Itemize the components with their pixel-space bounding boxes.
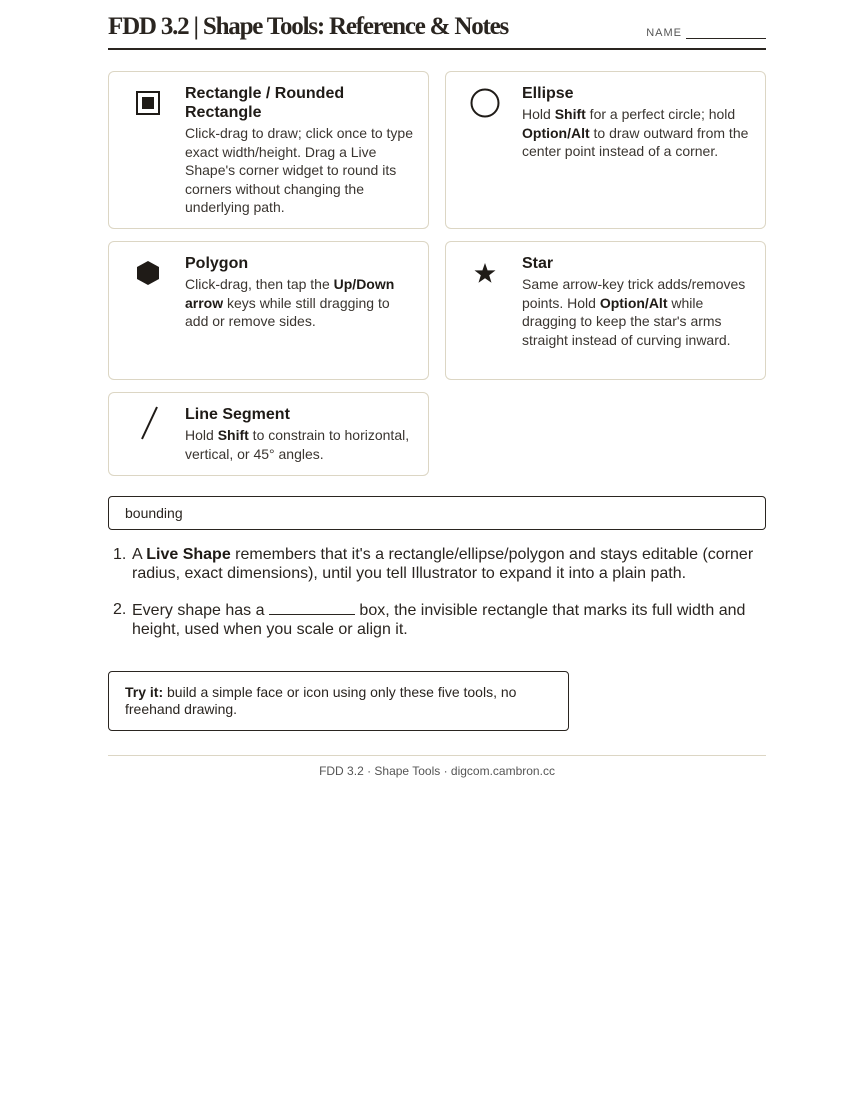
name-field[interactable] [646,27,766,39]
question-item [113,546,762,583]
question-text: Every shape has a box, the invisible rectangle that marks its full width and height, used when you scale or align it. [132,602,746,638]
rectangle-icon [133,88,163,118]
try-it-label: Try it: [125,684,164,700]
page-header [108,10,766,50]
try-it-text: build a simple face or icon using only these five tools, no freehand drawing. [125,684,517,717]
tool-title: Rectangle / Rounded Rectangle [185,85,345,121]
star-icon [470,258,500,288]
tool-description: Same arrow-key trick adds/removes points. Hold Option/Alt while dragging to keep the star's arms straight instead of curving inward. [522,276,746,348]
tool-title: Polygon [185,255,249,272]
emphasis-text: Up/Down arrow [185,276,395,311]
footer-divider [108,755,766,756]
tool-title: Star [522,255,554,272]
line-segment-icon [133,405,163,441]
hexagon-icon [133,258,163,288]
emphasis-text: Live Shape [146,546,231,563]
answer-input[interactable]: bounding [108,496,766,530]
emphasis-text: Shift [217,427,249,443]
emphasis-text: Option/Alt [522,124,590,141]
emphasis-text: Shift [554,106,586,122]
page-footer: FDD 3.2 · Shape Tools · digcom.cambron.cc [319,764,555,778]
tool-card-star [445,241,766,380]
fill-in-blank[interactable] [269,601,355,615]
try-it-box [108,671,569,731]
tool-card-rectangle [108,71,429,229]
ellipse-icon [470,88,500,118]
tool-title: Ellipse [522,85,574,102]
page-title: FDD 3.2 | Shape Tools: Reference & Notes [108,13,509,40]
tool-title: Line Segment [185,406,290,423]
question-text: A Live Shape remembers that it's a rectangle/ellipse/polygon and stays editable (corner radius, exact dimensions), until you tell Illustrator to expand it into a plain path. [132,546,754,582]
tool-card-line-segment [108,392,429,476]
question-item [113,601,762,639]
tool-description: Click-drag to draw; click once to type exact width/height. Drag a Live Shape's corner widget to round its corners without changing the underlying path. [185,125,413,215]
tool-card-polygon [108,241,429,380]
name-label: NAME [646,27,682,39]
name-blank-line[interactable] [686,28,766,39]
tool-description: Hold Shift for a perfect circle; hold Option/Alt to draw outward from the center point instead of a corner. [522,106,749,159]
tool-card-ellipse [445,71,766,229]
question-list [113,546,762,657]
emphasis-text: Option/Alt [599,294,668,311]
tool-description: Hold Shift to constrain to horizontal, vertical, or 45° angles. [185,427,410,462]
tool-description: Click-drag, then tap the Up/Down arrow keys while still dragging to add or remove sides. [185,276,395,329]
question-number: 2. [113,601,127,618]
question-number: 1. [113,546,127,563]
